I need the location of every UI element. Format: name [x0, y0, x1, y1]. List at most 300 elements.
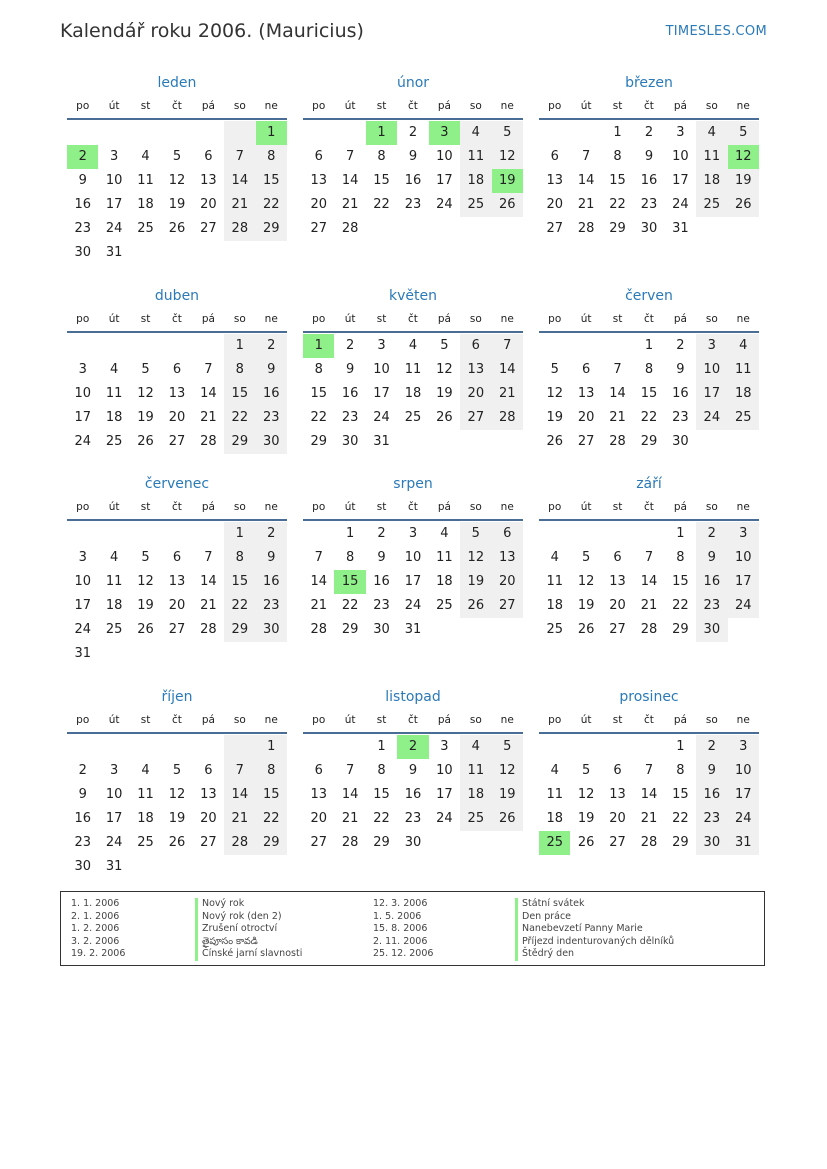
day-cell[interactable]: 4 [408, 338, 418, 353]
day-cell[interactable]: 27 [609, 835, 626, 850]
day-cell[interactable]: 11 [728, 358, 759, 382]
day-cell[interactable]: 10 [436, 763, 453, 778]
day-cell[interactable]: 6 [460, 334, 491, 358]
day-cell[interactable]: 6 [314, 763, 323, 778]
day-cell[interactable]: 28 [341, 835, 359, 850]
day-cell[interactable]: 11 [460, 145, 491, 169]
day-cell[interactable]: 25 [137, 835, 154, 850]
day-cell[interactable]: 1 [676, 739, 685, 754]
day-cell[interactable]: 4 [440, 526, 449, 541]
day-cell[interactable]: 4 [460, 735, 491, 759]
day-cell[interactable]: 22 [224, 594, 255, 618]
day-cell[interactable]: 2 [696, 522, 727, 546]
day-cell[interactable]: 4 [141, 149, 150, 164]
day-cell[interactable]: 2 [345, 338, 355, 353]
day-cell[interactable]: 23 [696, 594, 727, 618]
day-cell[interactable]: 13 [546, 173, 563, 188]
day-cell[interactable]: 25 [404, 410, 422, 425]
day-cell[interactable]: 1 [345, 526, 355, 541]
day-cell[interactable]: 31 [373, 434, 390, 449]
day-cell[interactable]: 20 [546, 197, 563, 212]
day-cell[interactable]: 23 [672, 410, 689, 425]
day-cell[interactable]: 15 [672, 574, 689, 589]
holiday-day-cell[interactable]: 2 [67, 145, 98, 169]
day-cell[interactable]: 12 [168, 173, 186, 188]
day-cell[interactable]: 17 [728, 570, 759, 594]
day-cell[interactable]: 17 [74, 410, 91, 425]
day-cell[interactable]: 29 [672, 835, 689, 850]
day-cell[interactable]: 27 [609, 622, 626, 637]
day-cell[interactable]: 19 [577, 598, 595, 613]
day-cell[interactable]: 31 [672, 221, 689, 236]
day-cell[interactable]: 24 [436, 197, 453, 212]
day-cell[interactable]: 10 [728, 759, 759, 783]
day-cell[interactable]: 22 [341, 598, 359, 613]
day-cell[interactable]: 5 [440, 338, 449, 353]
day-cell[interactable]: 27 [460, 406, 491, 430]
day-cell[interactable]: 7 [345, 763, 355, 778]
day-cell[interactable]: 23 [696, 807, 727, 831]
day-cell[interactable]: 19 [168, 811, 186, 826]
day-cell[interactable]: 8 [377, 149, 386, 164]
day-cell[interactable]: 3 [728, 522, 759, 546]
day-cell[interactable]: 7 [314, 550, 323, 565]
day-cell[interactable]: 9 [345, 362, 355, 377]
day-cell[interactable]: 26 [577, 622, 595, 637]
day-cell[interactable]: 16 [672, 386, 689, 401]
holiday-day-cell[interactable]: 3 [429, 121, 460, 145]
day-cell[interactable]: 25 [137, 221, 154, 236]
day-cell[interactable]: 9 [256, 358, 287, 382]
day-cell[interactable]: 11 [546, 574, 563, 589]
day-cell[interactable]: 24 [105, 835, 123, 850]
day-cell[interactable]: 22 [672, 811, 689, 826]
day-cell[interactable]: 19 [436, 386, 453, 401]
day-cell[interactable]: 17 [404, 574, 422, 589]
day-cell[interactable]: 16 [696, 783, 727, 807]
day-cell[interactable]: 17 [436, 173, 453, 188]
day-cell[interactable]: 14 [609, 386, 626, 401]
day-cell[interactable]: 20 [609, 598, 626, 613]
day-cell[interactable]: 9 [78, 787, 87, 802]
day-cell[interactable]: 11 [696, 145, 727, 169]
day-cell[interactable]: 26 [436, 410, 453, 425]
day-cell[interactable]: 13 [168, 386, 186, 401]
day-cell[interactable]: 12 [460, 546, 491, 570]
day-cell[interactable]: 27 [546, 221, 563, 236]
day-cell[interactable]: 12 [577, 787, 595, 802]
day-cell[interactable]: 22 [310, 410, 327, 425]
day-cell[interactable]: 23 [404, 197, 422, 212]
day-cell[interactable]: 29 [341, 622, 359, 637]
day-cell[interactable]: 17 [436, 787, 453, 802]
day-cell[interactable]: 27 [168, 434, 186, 449]
day-cell[interactable]: 8 [224, 546, 255, 570]
day-cell[interactable]: 14 [224, 783, 255, 807]
day-cell[interactable]: 26 [460, 594, 491, 618]
day-cell[interactable]: 1 [256, 735, 287, 759]
day-cell[interactable]: 13 [310, 173, 327, 188]
day-cell[interactable]: 7 [613, 362, 622, 377]
day-cell[interactable]: 12 [436, 362, 453, 377]
day-cell[interactable]: 27 [492, 594, 523, 618]
day-cell[interactable]: 10 [728, 546, 759, 570]
day-cell[interactable]: 18 [436, 574, 453, 589]
day-cell[interactable]: 30 [696, 618, 727, 642]
day-cell[interactable]: 7 [492, 334, 523, 358]
day-cell[interactable]: 7 [204, 550, 213, 565]
day-cell[interactable]: 17 [672, 173, 689, 188]
day-cell[interactable]: 15 [609, 173, 626, 188]
day-cell[interactable]: 28 [609, 434, 626, 449]
day-cell[interactable]: 17 [728, 783, 759, 807]
day-cell[interactable]: 24 [436, 811, 453, 826]
day-cell[interactable]: 20 [200, 811, 217, 826]
day-cell[interactable]: 11 [137, 787, 154, 802]
day-cell[interactable]: 30 [256, 618, 287, 642]
day-cell[interactable]: 22 [672, 598, 689, 613]
day-cell[interactable]: 6 [613, 550, 622, 565]
day-cell[interactable]: 5 [172, 149, 182, 164]
day-cell[interactable]: 28 [310, 622, 327, 637]
day-cell[interactable]: 15 [310, 386, 327, 401]
day-cell[interactable]: 20 [168, 410, 186, 425]
day-cell[interactable]: 11 [546, 787, 563, 802]
day-cell[interactable]: 30 [672, 434, 689, 449]
day-cell[interactable]: 1 [224, 334, 255, 358]
day-cell[interactable]: 30 [256, 430, 287, 454]
day-cell[interactable]: 6 [613, 763, 622, 778]
holiday-day-cell[interactable]: 12 [728, 145, 759, 169]
day-cell[interactable]: 10 [404, 550, 422, 565]
day-cell[interactable]: 19 [137, 598, 154, 613]
day-cell[interactable]: 19 [137, 410, 154, 425]
day-cell[interactable]: 14 [200, 574, 217, 589]
day-cell[interactable]: 19 [492, 783, 523, 807]
day-cell[interactable]: 3 [728, 735, 759, 759]
day-cell[interactable]: 24 [373, 410, 390, 425]
day-cell[interactable]: 4 [728, 334, 759, 358]
day-cell[interactable]: 30 [696, 831, 727, 855]
day-cell[interactable]: 18 [460, 169, 491, 193]
day-cell[interactable]: 3 [440, 739, 449, 754]
day-cell[interactable]: 12 [577, 574, 595, 589]
day-cell[interactable]: 3 [109, 763, 119, 778]
day-cell[interactable]: 12 [137, 574, 154, 589]
day-cell[interactable]: 6 [581, 362, 591, 377]
day-cell[interactable]: 18 [105, 598, 123, 613]
day-cell[interactable]: 22 [256, 193, 287, 217]
day-cell[interactable]: 21 [640, 598, 658, 613]
day-cell[interactable]: 14 [341, 173, 359, 188]
day-cell[interactable]: 23 [373, 598, 390, 613]
day-cell[interactable]: 23 [404, 811, 422, 826]
day-cell[interactable]: 16 [256, 382, 287, 406]
day-cell[interactable]: 23 [256, 594, 287, 618]
day-cell[interactable]: 11 [105, 574, 123, 589]
day-cell[interactable]: 20 [200, 197, 217, 212]
day-cell[interactable]: 9 [256, 546, 287, 570]
day-cell[interactable]: 18 [546, 811, 563, 826]
day-cell[interactable]: 14 [577, 173, 595, 188]
day-cell[interactable]: 23 [74, 835, 91, 850]
day-cell[interactable]: 18 [105, 410, 123, 425]
day-cell[interactable]: 19 [168, 197, 186, 212]
day-cell[interactable]: 5 [728, 121, 759, 145]
day-cell[interactable]: 26 [137, 434, 154, 449]
day-cell[interactable]: 3 [408, 526, 418, 541]
day-cell[interactable]: 30 [341, 434, 359, 449]
day-cell[interactable]: 17 [696, 382, 727, 406]
day-cell[interactable]: 18 [728, 382, 759, 406]
day-cell[interactable]: 27 [310, 835, 327, 850]
day-cell[interactable]: 9 [696, 546, 727, 570]
day-cell[interactable]: 10 [696, 358, 727, 382]
day-cell[interactable]: 5 [460, 522, 491, 546]
day-cell[interactable]: 28 [341, 221, 359, 236]
day-cell[interactable]: 13 [609, 787, 626, 802]
day-cell[interactable]: 13 [310, 787, 327, 802]
day-cell[interactable]: 2 [696, 735, 727, 759]
day-cell[interactable]: 24 [672, 197, 689, 212]
day-cell[interactable]: 24 [404, 598, 422, 613]
day-cell[interactable]: 13 [200, 787, 217, 802]
day-cell[interactable]: 25 [460, 193, 491, 217]
day-cell[interactable]: 10 [672, 149, 689, 164]
day-cell[interactable]: 22 [256, 807, 287, 831]
day-cell[interactable]: 12 [492, 145, 523, 169]
day-cell[interactable]: 2 [256, 522, 287, 546]
day-cell[interactable]: 2 [377, 526, 386, 541]
day-cell[interactable]: 24 [105, 221, 123, 236]
holiday-day-cell[interactable]: 15 [334, 570, 365, 594]
day-cell[interactable]: 8 [345, 550, 355, 565]
day-cell[interactable]: 8 [256, 759, 287, 783]
day-cell[interactable]: 18 [696, 169, 727, 193]
day-cell[interactable]: 31 [74, 646, 91, 661]
day-cell[interactable]: 10 [373, 362, 390, 377]
day-cell[interactable]: 3 [377, 338, 386, 353]
day-cell[interactable]: 28 [224, 831, 255, 855]
day-cell[interactable]: 30 [74, 245, 91, 260]
day-cell[interactable]: 17 [105, 811, 123, 826]
day-cell[interactable]: 21 [341, 811, 359, 826]
day-cell[interactable]: 8 [224, 358, 255, 382]
day-cell[interactable]: 15 [672, 787, 689, 802]
day-cell[interactable]: 6 [204, 149, 213, 164]
day-cell[interactable]: 31 [105, 859, 123, 874]
day-cell[interactable]: 3 [78, 362, 87, 377]
day-cell[interactable]: 5 [550, 362, 559, 377]
day-cell[interactable]: 8 [613, 149, 622, 164]
day-cell[interactable]: 17 [105, 197, 123, 212]
day-cell[interactable]: 5 [581, 550, 591, 565]
day-cell[interactable]: 23 [341, 410, 359, 425]
day-cell[interactable]: 21 [577, 197, 595, 212]
day-cell[interactable]: 16 [696, 570, 727, 594]
day-cell[interactable]: 4 [141, 763, 150, 778]
day-cell[interactable]: 8 [377, 763, 386, 778]
day-cell[interactable]: 14 [224, 169, 255, 193]
day-cell[interactable]: 23 [640, 197, 658, 212]
day-cell[interactable]: 29 [672, 622, 689, 637]
day-cell[interactable]: 8 [676, 550, 685, 565]
day-cell[interactable]: 1 [644, 338, 654, 353]
day-cell[interactable]: 13 [492, 546, 523, 570]
day-cell[interactable]: 9 [377, 550, 386, 565]
day-cell[interactable]: 3 [676, 125, 685, 140]
day-cell[interactable]: 26 [168, 835, 186, 850]
day-cell[interactable]: 23 [256, 406, 287, 430]
day-cell[interactable]: 7 [581, 149, 591, 164]
day-cell[interactable]: 5 [141, 550, 150, 565]
day-cell[interactable]: 30 [74, 859, 91, 874]
day-cell[interactable]: 31 [728, 831, 759, 855]
day-cell[interactable]: 25 [105, 622, 123, 637]
day-cell[interactable]: 29 [256, 217, 287, 241]
day-cell[interactable]: 2 [676, 338, 685, 353]
day-cell[interactable]: 15 [373, 787, 390, 802]
day-cell[interactable]: 7 [224, 145, 255, 169]
day-cell[interactable]: 6 [172, 550, 182, 565]
day-cell[interactable]: 2 [256, 334, 287, 358]
day-cell[interactable]: 6 [204, 763, 213, 778]
day-cell[interactable]: 27 [200, 221, 217, 236]
day-cell[interactable]: 25 [460, 807, 491, 831]
day-cell[interactable]: 21 [224, 193, 255, 217]
day-cell[interactable]: 26 [546, 434, 563, 449]
day-cell[interactable]: 1 [676, 526, 685, 541]
day-cell[interactable]: 27 [310, 221, 327, 236]
day-cell[interactable]: 26 [168, 221, 186, 236]
day-cell[interactable]: 24 [74, 434, 91, 449]
day-cell[interactable]: 6 [172, 362, 182, 377]
day-cell[interactable]: 2 [644, 125, 654, 140]
day-cell[interactable]: 25 [696, 193, 727, 217]
day-cell[interactable]: 21 [224, 807, 255, 831]
day-cell[interactable]: 10 [74, 574, 91, 589]
day-cell[interactable]: 4 [109, 550, 119, 565]
day-cell[interactable]: 25 [436, 598, 453, 613]
day-cell[interactable]: 5 [581, 763, 591, 778]
day-cell[interactable]: 15 [256, 169, 287, 193]
day-cell[interactable]: 20 [460, 382, 491, 406]
day-cell[interactable]: 17 [74, 598, 91, 613]
day-cell[interactable]: 15 [256, 783, 287, 807]
day-cell[interactable]: 19 [577, 811, 595, 826]
day-cell[interactable]: 24 [74, 622, 91, 637]
day-cell[interactable]: 30 [640, 221, 658, 236]
day-cell[interactable]: 29 [224, 618, 255, 642]
day-cell[interactable]: 10 [105, 787, 123, 802]
day-cell[interactable]: 28 [577, 221, 595, 236]
day-cell[interactable]: 18 [460, 783, 491, 807]
day-cell[interactable]: 16 [74, 197, 91, 212]
day-cell[interactable]: 28 [224, 217, 255, 241]
day-cell[interactable]: 7 [204, 362, 213, 377]
day-cell[interactable]: 31 [404, 622, 422, 637]
day-cell[interactable]: 16 [74, 811, 91, 826]
day-cell[interactable]: 20 [168, 598, 186, 613]
day-cell[interactable]: 11 [404, 362, 422, 377]
holiday-day-cell[interactable]: 1 [366, 121, 397, 145]
day-cell[interactable]: 13 [200, 173, 217, 188]
day-cell[interactable]: 7 [224, 759, 255, 783]
day-cell[interactable]: 14 [640, 787, 658, 802]
day-cell[interactable]: 8 [314, 362, 323, 377]
day-cell[interactable]: 10 [105, 173, 123, 188]
day-cell[interactable]: 26 [492, 193, 523, 217]
day-cell[interactable]: 2 [408, 125, 418, 140]
day-cell[interactable]: 17 [373, 386, 390, 401]
day-cell[interactable]: 25 [105, 434, 123, 449]
day-cell[interactable]: 14 [341, 787, 359, 802]
day-cell[interactable]: 22 [640, 410, 658, 425]
day-cell[interactable]: 4 [550, 763, 559, 778]
day-cell[interactable]: 24 [696, 406, 727, 430]
day-cell[interactable]: 26 [492, 807, 523, 831]
day-cell[interactable]: 15 [373, 173, 390, 188]
day-cell[interactable]: 20 [609, 811, 626, 826]
day-cell[interactable]: 22 [224, 406, 255, 430]
day-cell[interactable]: 11 [436, 550, 453, 565]
day-cell[interactable]: 10 [74, 386, 91, 401]
day-cell[interactable]: 24 [728, 807, 759, 831]
day-cell[interactable]: 27 [577, 434, 595, 449]
day-cell[interactable]: 3 [109, 149, 119, 164]
day-cell[interactable]: 30 [404, 835, 422, 850]
day-cell[interactable]: 21 [492, 382, 523, 406]
day-cell[interactable]: 7 [644, 763, 654, 778]
day-cell[interactable]: 21 [609, 410, 626, 425]
day-cell[interactable]: 1 [377, 739, 386, 754]
day-cell[interactable]: 15 [640, 386, 658, 401]
day-cell[interactable]: 21 [341, 197, 359, 212]
day-cell[interactable]: 31 [105, 245, 123, 260]
day-cell[interactable]: 12 [546, 386, 563, 401]
day-cell[interactable]: 6 [314, 149, 323, 164]
day-cell[interactable]: 15 [224, 570, 255, 594]
day-cell[interactable]: 22 [373, 811, 390, 826]
day-cell[interactable]: 5 [141, 362, 150, 377]
holiday-day-cell[interactable]: 19 [492, 169, 523, 193]
day-cell[interactable]: 29 [640, 434, 658, 449]
day-cell[interactable]: 4 [550, 550, 559, 565]
day-cell[interactable]: 20 [492, 570, 523, 594]
holiday-day-cell[interactable]: 1 [303, 334, 334, 358]
day-cell[interactable]: 21 [200, 598, 217, 613]
day-cell[interactable]: 13 [460, 358, 491, 382]
day-cell[interactable]: 6 [492, 522, 523, 546]
day-cell[interactable]: 1 [613, 125, 622, 140]
day-cell[interactable]: 19 [460, 570, 491, 594]
day-cell[interactable]: 11 [105, 386, 123, 401]
holiday-day-cell[interactable]: 25 [539, 831, 570, 855]
day-cell[interactable]: 25 [728, 406, 759, 430]
day-cell[interactable]: 8 [644, 362, 654, 377]
day-cell[interactable]: 28 [200, 622, 217, 637]
day-cell[interactable]: 16 [256, 570, 287, 594]
day-cell[interactable]: 29 [609, 221, 626, 236]
day-cell[interactable]: 22 [373, 197, 390, 212]
day-cell[interactable]: 5 [492, 735, 523, 759]
day-cell[interactable]: 20 [310, 197, 327, 212]
day-cell[interactable]: 29 [373, 835, 390, 850]
day-cell[interactable]: 21 [200, 410, 217, 425]
day-cell[interactable]: 8 [256, 145, 287, 169]
day-cell[interactable]: 12 [137, 386, 154, 401]
day-cell[interactable]: 18 [546, 598, 563, 613]
